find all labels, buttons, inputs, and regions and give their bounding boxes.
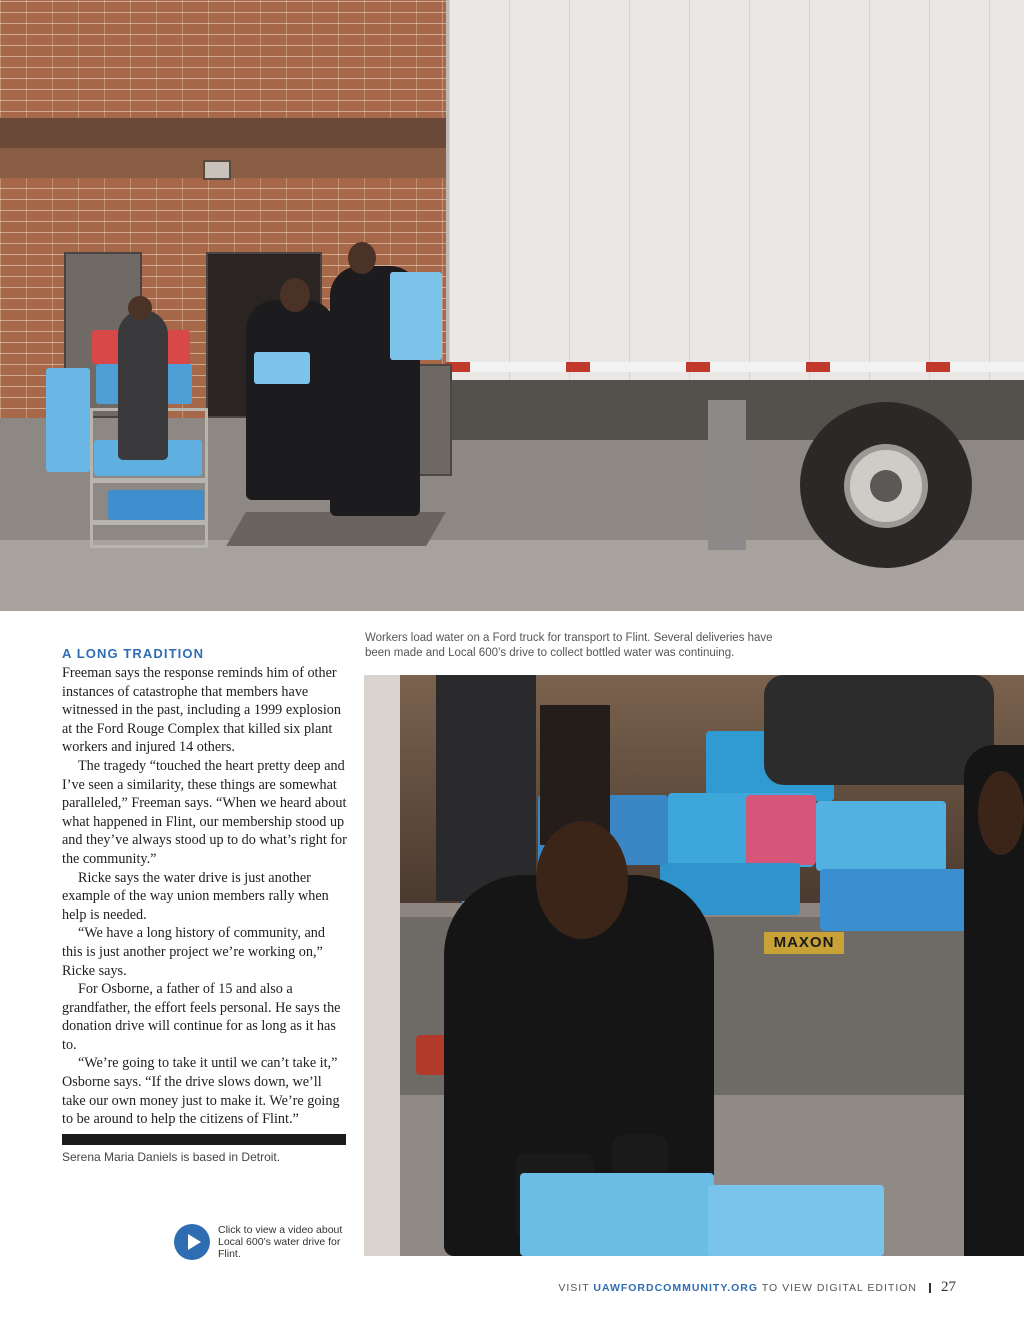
liftgate-brand-plate: MAXON	[764, 932, 844, 954]
article-paragraph: Ricke says the water drive is just another example of the way union members rally when help is needed.	[62, 869, 329, 923]
top-photo-workers-loading-truck	[0, 0, 1024, 611]
video-link-text[interactable]: Click to view a video about Local 600’s water drive for Flint.	[218, 1224, 343, 1260]
water-pack-carried	[520, 1173, 714, 1256]
article-column	[62, 646, 348, 1129]
bottom-photo-loading-water	[364, 675, 1024, 1256]
water-pack	[816, 801, 946, 871]
water-pack-carried	[708, 1185, 884, 1256]
author-byline: Serena Maria Daniels is based in Detroit.	[62, 1150, 281, 1164]
cart-shelf	[90, 478, 208, 483]
footer-suffix: TO VIEW DIGITAL EDITION	[758, 1281, 917, 1294]
boy-face	[978, 771, 1024, 855]
article-paragraph: For Osborne, a father of 15 and also a grandfather, the effort feels personal. He says the donation drive will continue for as long as it has to.	[62, 981, 341, 1053]
worker-head	[348, 242, 376, 274]
worker-head	[280, 278, 310, 312]
truck-trailer	[446, 0, 1024, 380]
footer-website-link[interactable]: UAWFORDCOMMUNITY.ORG	[593, 1281, 759, 1294]
photo-caption: Workers load water on a Ford truck for transport to Flint. Several deliveries have been made and Local 600’s drive to collect bottled water was continuing.	[365, 632, 773, 659]
wall-light	[203, 160, 231, 180]
video-link[interactable]	[174, 1224, 346, 1260]
water-pack	[390, 272, 442, 360]
trailer-reflective-stripe	[446, 362, 1024, 372]
worker-head	[128, 296, 152, 320]
section-heading: A LONG TRADITION	[62, 646, 205, 661]
cart-shelf	[90, 520, 208, 525]
water-pack-pink	[746, 795, 816, 865]
footer-separator	[929, 1283, 931, 1293]
loading-ramp	[226, 512, 446, 546]
hub-center	[870, 470, 902, 502]
worker-in-truck	[436, 675, 536, 901]
worker	[246, 300, 336, 500]
footer-prefix: VISIT	[558, 1281, 594, 1294]
article-paragraph: The tragedy “touched the heart pretty deep and I’ve seen a similarity, these things are somewhat paralleled,” Freeman says. “When we heard about what happened in Flint, our membership stood up and they’ve always stood up to do what’s right for the community.”	[62, 757, 347, 867]
end-rule	[62, 1134, 346, 1145]
building-eave	[0, 118, 450, 148]
play-icon[interactable]	[174, 1224, 210, 1260]
article-paragraph: “We’re going to take it until we can’t take it,” Osborne says. “If the drive slows down, we’ll take our own money just to make it. We’re going to be around to help the citizens of Flint.”	[62, 1055, 340, 1128]
water-pack	[254, 352, 310, 384]
article-paragraph: “We have a long history of community, and this is just another project we’re working on,” Ricke says.	[62, 925, 325, 979]
truck-door-frame	[364, 675, 400, 1256]
water-pack	[820, 869, 970, 931]
article-paragraph: Freeman says the response reminds him of other instances of catastrophe that members have witnessed in the past, including a 1999 explosion at the Ford Rouge Complex that killed six plant workers and injured 14 others.	[62, 665, 341, 756]
young-man-face	[536, 821, 628, 939]
mudflap	[708, 400, 746, 550]
page-number: 27	[941, 1279, 956, 1295]
worker	[118, 310, 168, 460]
water-pack-stack	[46, 368, 90, 472]
worker-in-truck	[764, 675, 994, 785]
water-pack	[108, 490, 204, 520]
page-footer	[558, 1279, 956, 1296]
